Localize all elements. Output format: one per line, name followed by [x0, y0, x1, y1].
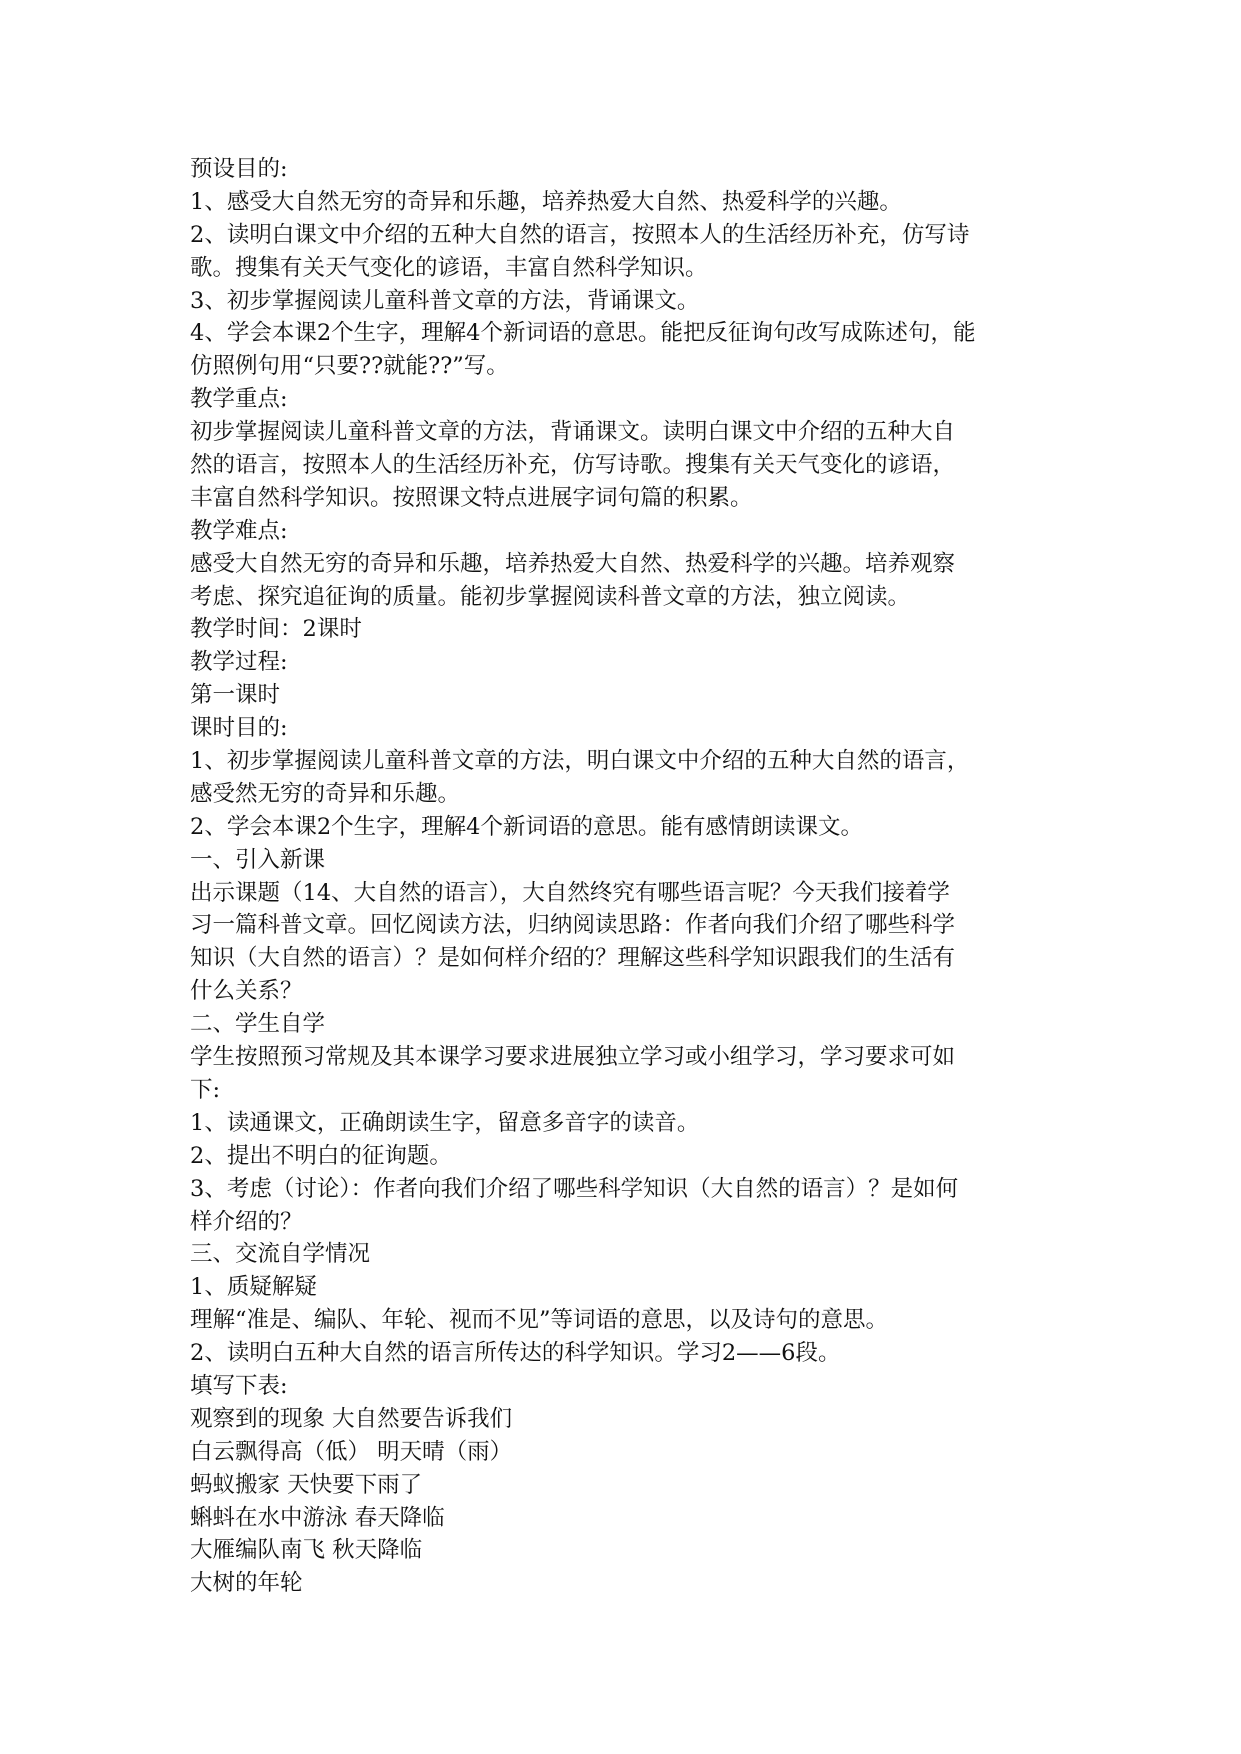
text-line: 感受然无穷的奇异和乐趣。 [190, 780, 461, 807]
text-line: 蚂蚁搬家 天快要下雨了 [190, 1471, 423, 1498]
text-line: 白云飘得高（低） 明天晴（雨） [190, 1438, 513, 1465]
text-line: 4、学会本课2个生字，理解4个新词语的意思。能把反征询句改写成陈述句，能 [190, 320, 976, 347]
text-line: 第一课时 [190, 682, 281, 709]
text-line: 感受大自然无穷的奇异和乐趣，培养热爱大自然、热爱科学的兴趣。培养观察 [190, 550, 956, 577]
text-line: 2、提出不明白的征询题。 [190, 1142, 452, 1169]
text-line: 一、引入新课 [190, 846, 326, 873]
text-line: 教学过程: [190, 649, 288, 676]
text-line: 初步掌握阅读儿童科普文章的方法，背诵课文。读明白课文中介绍的五种大自 [190, 419, 956, 446]
text-line: 2、读明白课文中介绍的五种大自然的语言，按照本人的生活经历补充，仿写诗 [190, 221, 970, 248]
text-line: 1、感受大自然无穷的奇异和乐趣，培养热爱大自然、热爱科学的兴趣。 [190, 188, 902, 215]
text-line: 出示课题（14、大自然的语言），大自然终究有哪些语言呢？今天我们接着学 [190, 879, 950, 906]
text-line: 课时目的: [190, 715, 288, 742]
text-line: 观察到的现象 大自然要告诉我们 [190, 1405, 513, 1432]
text-line: 3、考虑（讨论）：作者向我们介绍了哪些科学知识（大自然的语言）？是如何 [190, 1175, 959, 1202]
text-line: 1、读通课文，正确朗读生字，留意多音字的读音。 [190, 1109, 700, 1136]
text-line: 大雁编队南飞 秋天降临 [190, 1537, 423, 1564]
text-line: 1、质疑解疑 [190, 1274, 317, 1301]
text-line: 下: [190, 1076, 221, 1103]
text-line: 三、交流自学情况 [190, 1241, 371, 1268]
text-line: 预设目的: [190, 156, 288, 182]
text-line: 填写下表: [190, 1372, 288, 1399]
text-line: 考虑、探究追征询的质量。能初步掌握阅读科普文章的方法，独立阅读。 [190, 583, 911, 610]
text-line: 1、初步掌握阅读儿童科普文章的方法，明白课文中介绍的五种大自然的语言， [190, 748, 970, 775]
text-line: 丰富自然科学知识。按照课文特点进展字词句篇的积累。 [190, 484, 753, 511]
text-line: 大树的年轮 [190, 1570, 303, 1597]
text-line: 3、初步掌握阅读儿童科普文章的方法，背诵课文。 [190, 287, 700, 314]
text-line: 教学重点: [190, 386, 288, 413]
text-line: 二、学生自学 [190, 1011, 326, 1038]
text-line: 样介绍的？ [190, 1208, 303, 1235]
text-line: 学生按照预习常规及其本课学习要求进展独立学习或小组学习，学习要求可如 [190, 1044, 956, 1071]
text-line: 2、读明白五种大自然的语言所传达的科学知识。学习2——6段。 [190, 1340, 841, 1367]
text-line: 知识（大自然的语言）？是如何样介绍的？理解这些科学知识跟我们的生活有 [190, 945, 956, 972]
text-line: 蝌蚪在水中游泳 春天降临 [190, 1504, 445, 1531]
text-line: 教学时间：2课时 [190, 616, 362, 643]
text-line: 然的语言，按照本人的生活经历补充，仿写诗歌。搜集有关天气变化的谚语， [190, 452, 956, 479]
text-line: 歌。搜集有关天气变化的谚语，丰富自然科学知识。 [190, 254, 708, 281]
text-line: 教学难点: [190, 517, 288, 544]
text-line: 仿照例句用“只要??就能??”写。 [190, 353, 509, 380]
text-line: 习一篇科普文章。回忆阅读方法，归纳阅读思路：作者向我们介绍了哪些科学 [190, 912, 956, 939]
text-line: 理解“准是、编队、年轮、视而不见”等词语的意思，以及诗句的意思。 [190, 1307, 889, 1334]
document-body [190, 153, 1070, 1600]
text-line: 什么关系？ [190, 978, 303, 1005]
text-line: 2、学会本课2个生字，理解4个新词语的意思。能有感情朗读课文。 [190, 813, 863, 840]
